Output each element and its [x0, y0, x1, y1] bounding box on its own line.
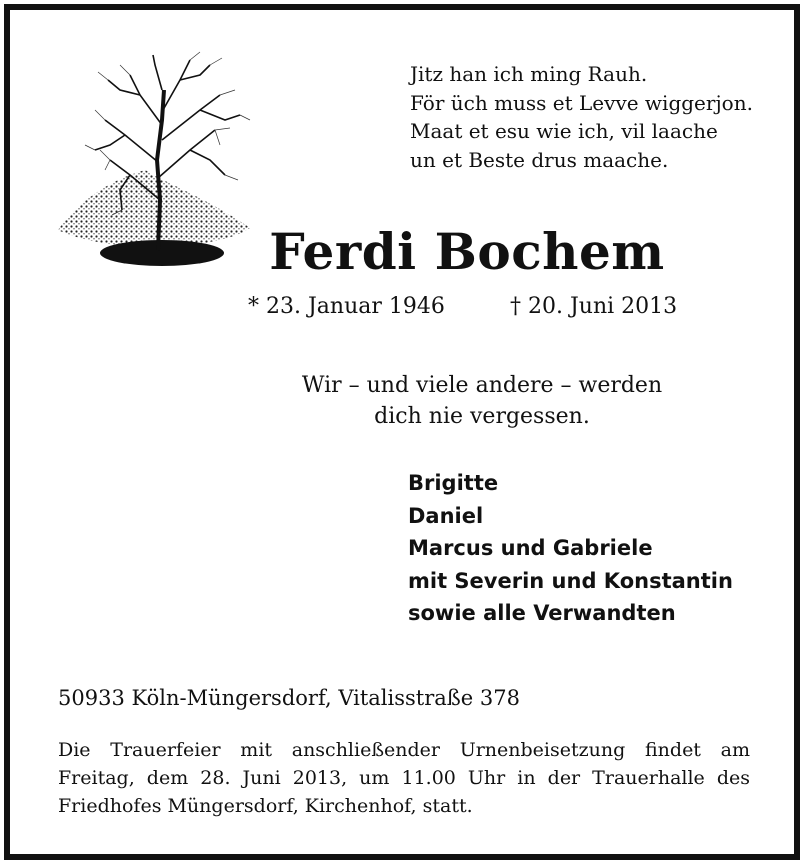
poem-line: Jitz han ich ming Rauh. [410, 62, 648, 86]
mourner: Daniel [408, 503, 484, 528]
mourner: mit Severin und Konstantin [408, 568, 733, 593]
death-date: † 20. Juni 2013 [510, 294, 678, 319]
funeral-notice: Die Trauerfeier mit anschließender Urnenbeisetzung findet am Freitag, dem 28. Juni 2013, um 11.00 Uhr in der Trauerhalle des Friedhofes Müngersdorf, Kirchenhof, statt. [58, 739, 750, 817]
mourner: Marcus und Gabriele [408, 536, 653, 560]
tribute-line: Wir – und viele andere – werden [301, 373, 663, 398]
poem-line: Maat et esu wie ich, vil laache [410, 119, 718, 143]
mourner: sowie alle Verwandten [408, 601, 676, 625]
mourners-list [408, 467, 733, 630]
tribute-text [10, 370, 794, 432]
tribute-line: dich nie vergessen. [374, 404, 590, 429]
poem-line: För üch muss et Levve wiggerjon. [410, 90, 753, 115]
birth-date: * 23. Januar 1946 [248, 294, 445, 319]
obituary-frame [4, 4, 800, 860]
poem-line: un et Beste drus maache. [410, 147, 669, 172]
mourner: Brigitte [408, 471, 499, 495]
deceased-name: Ferdi Bochem [269, 222, 665, 281]
poem [410, 60, 753, 174]
address: 50933 Köln-Müngersdorf, Vitalisstraße 378 [58, 686, 520, 710]
